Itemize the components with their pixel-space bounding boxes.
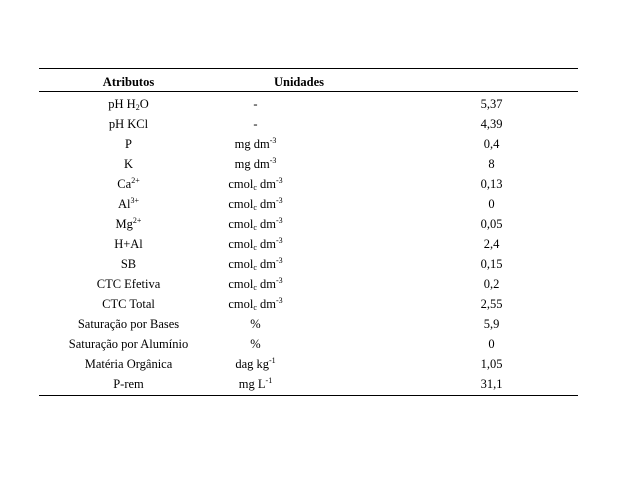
unit-cell: [218, 114, 293, 134]
value-cell: 4,39: [480, 117, 503, 131]
text-part: dm: [256, 237, 276, 251]
text-part: CTC Total: [102, 297, 155, 311]
value-cell: 0,4: [483, 137, 500, 151]
unit-cell: [218, 374, 293, 394]
text-part: Matéria Orgânica: [84, 357, 173, 371]
unit-cell: [218, 354, 293, 374]
text-part: dm: [256, 257, 276, 271]
superscript: -1: [269, 356, 276, 365]
text-part: mg dm: [234, 137, 270, 151]
unit-cell: [218, 154, 293, 174]
value-cell: 2,4: [483, 237, 500, 251]
table-row: [39, 354, 578, 374]
text-part: cmol: [228, 297, 254, 311]
unit-cell: [218, 314, 293, 334]
value-cell: 5,9: [483, 317, 500, 331]
text-part: dm: [256, 297, 276, 311]
attribute-cell: [39, 134, 218, 154]
superscript: -3: [276, 196, 283, 205]
unit-cell: [218, 214, 293, 234]
attribute-cell: [39, 214, 218, 234]
attribute-cell: [39, 354, 218, 374]
text-part: cmol: [228, 277, 254, 291]
table-row: [39, 334, 578, 354]
text-part: mg L: [238, 377, 266, 391]
attribute-cell: [39, 374, 218, 394]
text-part: pH H: [108, 97, 136, 111]
text-part: Mg: [115, 217, 133, 231]
subscript: c: [253, 223, 257, 232]
text-part: P: [125, 137, 132, 151]
value-cell: 2,55: [480, 297, 503, 311]
unit-cell: [218, 194, 293, 214]
superscript: -3: [276, 296, 283, 305]
superscript: -3: [276, 216, 283, 225]
table-row: [39, 94, 578, 114]
table-bottom-rule: [39, 395, 578, 396]
text-part: CTC Efetiva: [96, 277, 161, 291]
text-part: dm: [256, 177, 276, 191]
text-part: pH KCl: [108, 117, 149, 131]
table-row: [39, 234, 578, 254]
unit-cell: [218, 234, 293, 254]
value-cell: 1,05: [480, 357, 503, 371]
attribute-cell: [39, 274, 218, 294]
subscript: c: [253, 303, 257, 312]
table-row: [39, 114, 578, 134]
table-row: [39, 214, 578, 234]
text-part: %: [250, 317, 261, 331]
value-cell: 0: [488, 197, 495, 211]
attribute-cell: [39, 314, 218, 334]
text-part: mg dm: [234, 157, 270, 171]
text-part: Saturação por Bases: [77, 317, 180, 331]
unit-cell: [218, 294, 293, 314]
superscript: -3: [276, 176, 283, 185]
table-row: [39, 174, 578, 194]
value-cell: 5,37: [480, 97, 503, 111]
attribute-cell: [39, 334, 218, 354]
table-row: [39, 274, 578, 294]
unit-cell: [218, 334, 293, 354]
attribute-cell: [39, 94, 218, 114]
soil-attributes-table: [39, 68, 578, 396]
text-part: dm: [256, 217, 276, 231]
superscript: 2+: [131, 176, 140, 185]
text-part: -: [253, 97, 258, 111]
superscript: 2+: [132, 216, 142, 225]
unit-cell: [218, 94, 293, 114]
value-cell: 0: [488, 337, 495, 351]
superscript: -1: [265, 376, 273, 385]
superscript: -3: [276, 276, 283, 285]
table-row: [39, 194, 578, 214]
text-part: %: [250, 337, 261, 351]
unit-cell: [218, 134, 293, 154]
superscript: -3: [269, 156, 277, 165]
subscript: c: [253, 283, 257, 292]
attribute-cell: [39, 174, 218, 194]
subscript: c: [253, 183, 257, 192]
text-part: SB: [120, 257, 137, 271]
text-part: cmol: [228, 217, 254, 231]
subscript: c: [253, 203, 257, 212]
table-body: [39, 92, 578, 395]
superscript: -3: [276, 256, 283, 265]
text-part: dag kg: [235, 357, 269, 371]
value-cell: 31,1: [480, 377, 503, 391]
text-part: Ca: [117, 177, 132, 191]
subscript: 2: [135, 103, 140, 112]
text-part: dm: [256, 277, 276, 291]
value-cell: 0,13: [480, 177, 503, 191]
superscript: 3+: [130, 196, 139, 205]
text-part: cmol: [228, 197, 254, 211]
table-row: [39, 314, 578, 334]
table-row: [39, 294, 578, 314]
text-part: Al: [117, 197, 131, 211]
table-header-row: [39, 69, 578, 91]
unit-cell: [218, 174, 293, 194]
text-part: O: [139, 97, 149, 111]
table-row: [39, 134, 578, 154]
value-cell: 0,15: [480, 257, 503, 271]
text-part: K: [123, 157, 134, 171]
header-attributes: Atributos: [102, 75, 155, 89]
value-cell: 0,2: [483, 277, 500, 291]
attribute-cell: [39, 194, 218, 214]
table-row: [39, 374, 578, 394]
text-part: cmol: [228, 257, 254, 271]
text-part: -: [253, 117, 258, 131]
text-part: dm: [256, 197, 276, 211]
attribute-cell: [39, 154, 218, 174]
subscript: c: [253, 243, 257, 252]
text-part: P-rem: [113, 377, 144, 391]
subscript: c: [253, 263, 257, 272]
attribute-cell: [39, 114, 218, 134]
text-part: cmol: [228, 177, 254, 191]
attribute-cell: [39, 254, 218, 274]
table-row: [39, 154, 578, 174]
attribute-cell: [39, 234, 218, 254]
text-part: H+Al: [114, 237, 143, 251]
superscript: -3: [269, 136, 277, 145]
text-part: Saturação por Alumínio: [68, 337, 189, 351]
text-part: cmol: [228, 237, 254, 251]
table-row: [39, 254, 578, 274]
superscript: -3: [276, 236, 283, 245]
value-cell: 0,05: [480, 217, 503, 231]
unit-cell: [218, 274, 293, 294]
unit-cell: [218, 254, 293, 274]
value-cell: 8: [488, 157, 495, 171]
header-units: Unidades: [273, 75, 325, 89]
attribute-cell: [39, 294, 218, 314]
